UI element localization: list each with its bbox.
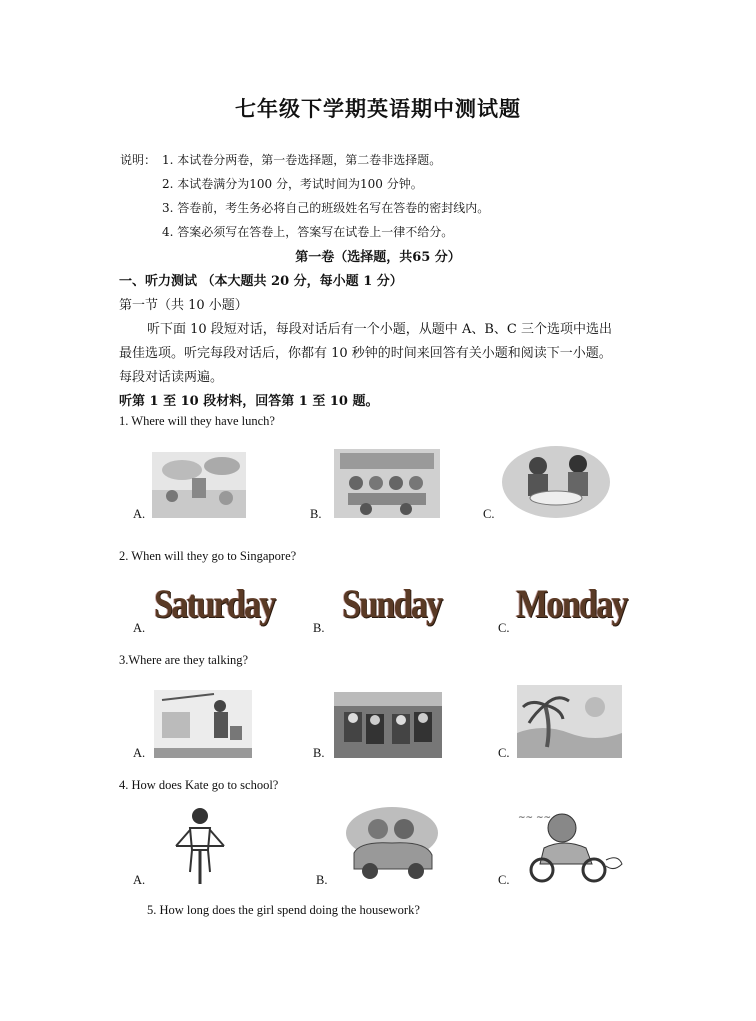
section1-title: 第一节（共 10 小题） (119, 298, 248, 313)
part1-title: 一、听力测试 （本大题共 20 分，每小题 1 分） (119, 274, 403, 289)
question-2-text: 2. When will they go to Singapore? (119, 549, 297, 563)
directions-line: 最佳选项。听完每段对话后，你都有 10 秒钟的时间来回答有关小题和阅读下一小题。 (119, 346, 612, 361)
option-label: B. (310, 507, 322, 521)
instructions-prefix: 说明： (120, 153, 157, 167)
instruction-item: 1. 本试卷分两卷，第一卷选择题，第二卷非选择题。 (162, 153, 442, 167)
airport-image (154, 690, 252, 758)
option-label: C. (483, 507, 495, 521)
car-image (340, 803, 445, 887)
park-image (152, 452, 246, 518)
question-1-text: 1. Where will they have lunch? (119, 414, 275, 428)
option-label: A. (133, 873, 146, 887)
option-label: B. (313, 746, 325, 760)
svg-text:~~ ~~: ~~ ~~ (518, 813, 552, 823)
option-label: A. (133, 746, 146, 760)
word-art-sunday: Sunday (342, 581, 442, 626)
bicycle-image (172, 806, 228, 886)
exam-title: 七年级下学期英语期中测试题 (235, 96, 521, 121)
instruction-item: 2. 本试卷满分为100 分，考试时间为100 分钟。 (162, 177, 423, 191)
restaurant-image (500, 440, 612, 520)
option-label: A. (133, 621, 146, 635)
option-label: C. (498, 621, 510, 635)
option-label: C. (498, 746, 510, 760)
beach-image (517, 685, 622, 758)
option-label: A. (133, 507, 146, 521)
motorbike-image (514, 808, 626, 886)
option-label: B. (316, 873, 328, 887)
directions-line: 每段对话读两遍。 (119, 370, 224, 385)
question-3-text: 3.Where are they talking? (119, 653, 249, 667)
instruction-item: 4. 答案必须写在答卷上，答案写在试卷上一律不给分。 (162, 225, 454, 239)
question-5-text: 5. How long does the girl spend doing the housework? (147, 903, 420, 917)
option-label: B. (313, 621, 325, 635)
option-label: C. (498, 873, 510, 887)
word-art-saturday: Saturday (154, 581, 275, 626)
volume-title: 第一卷（选择题，共65 分） (295, 250, 461, 265)
airplane-cabin-image (334, 692, 442, 758)
materials-heading: 听第 1 至 10 段材料，回答第 1 至 10 题。 (119, 394, 379, 409)
instruction-item: 3. 答卷前，考生务必将自己的班级姓名写在答卷的密封线内。 (162, 201, 490, 215)
question-4-text: 4. How does Kate go to school? (119, 778, 279, 792)
classroom-image (334, 449, 440, 518)
directions-line: 听下面 10 段短对话，每段对话后有一个小题，从题中 A、B、C 三个选项中选出 (147, 322, 612, 337)
word-art-monday: Monday (516, 581, 627, 626)
